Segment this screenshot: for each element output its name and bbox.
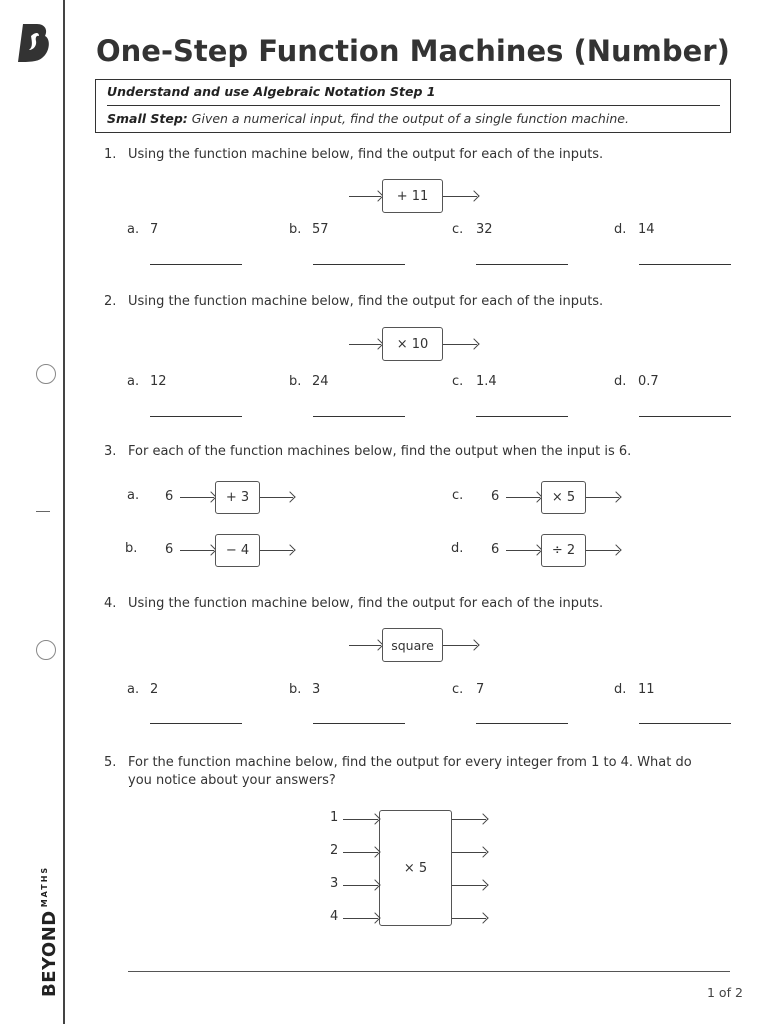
beyond-logo-icon — [15, 22, 51, 64]
info-divider — [107, 105, 720, 106]
q3b-machine: − 4 — [215, 534, 260, 567]
q5-input-1: 1 — [330, 810, 339, 825]
q4b-value: 3 — [312, 682, 321, 697]
q5-output-arrow-1 — [452, 819, 486, 820]
q4c-label: c. — [452, 682, 464, 697]
q4-text: Using the function machine below, find the output for each of the inputs. — [128, 596, 604, 611]
q1-input-arrow — [349, 196, 381, 197]
q3d-machine: ÷ 2 — [541, 534, 586, 567]
q3c-machine: × 5 — [541, 481, 586, 514]
q1a-value: 7 — [150, 222, 159, 237]
q2-number: 2. — [104, 294, 117, 309]
q1c-answer-line[interactable] — [476, 264, 568, 265]
q3a-machine: + 3 — [215, 481, 260, 514]
q3-text: For each of the function machines below, find the output when the input is 6. — [128, 444, 632, 459]
q4c-answer-line[interactable] — [476, 723, 568, 724]
q3b-input: 6 — [165, 542, 174, 557]
q4-input-arrow — [349, 645, 381, 646]
q4a-value: 2 — [150, 682, 159, 697]
q1-number: 1. — [104, 147, 117, 162]
q1b-answer-line[interactable] — [313, 264, 405, 265]
q3a-input: 6 — [165, 489, 174, 504]
q1b-value: 57 — [312, 222, 329, 237]
q1d-value: 14 — [638, 222, 655, 237]
fold-mark — [36, 511, 50, 512]
q3a-input-arrow — [180, 497, 214, 498]
small-step-label: Small Step: — [107, 111, 188, 126]
q2d-label: d. — [614, 374, 627, 389]
q1-output-arrow — [443, 196, 477, 197]
q5-input-arrow-3 — [343, 885, 378, 886]
q3d-input: 6 — [491, 542, 500, 557]
q3a-label: a. — [127, 488, 140, 503]
q5-output-arrow-4 — [452, 918, 486, 919]
q2b-value: 24 — [312, 374, 329, 389]
q5-input-arrow-1 — [343, 819, 378, 820]
q1b-label: b. — [289, 222, 302, 237]
q4a-label: a. — [127, 682, 140, 697]
q4d-label: d. — [614, 682, 627, 697]
q4d-answer-line[interactable] — [639, 723, 731, 724]
margin-line — [63, 0, 65, 1024]
page-title: One-Step Function Machines (Number) — [96, 34, 730, 68]
q2c-value: 1.4 — [476, 374, 497, 389]
q1a-answer-line[interactable] — [150, 264, 242, 265]
q1d-answer-line[interactable] — [639, 264, 731, 265]
q2c-label: c. — [452, 374, 464, 389]
q3a-output-arrow — [260, 497, 293, 498]
q2d-answer-line[interactable] — [639, 416, 731, 417]
q3d-output-arrow — [586, 550, 619, 551]
q5-machine: × 5 — [379, 810, 452, 926]
q1d-label: d. — [614, 222, 627, 237]
q3d-label: d. — [451, 541, 464, 556]
q2-text: Using the function machine below, find the output for each of the inputs. — [128, 294, 604, 309]
q4c-value: 7 — [476, 682, 485, 697]
q5-input-4: 4 — [330, 909, 339, 924]
q1-text: Using the function machine below, find the output for each of the inputs. — [128, 147, 604, 162]
brand-sub: MATHS — [40, 865, 49, 908]
q3c-input: 6 — [491, 489, 500, 504]
q2-output-arrow — [443, 344, 477, 345]
q2c-answer-line[interactable] — [476, 416, 568, 417]
q4-number: 4. — [104, 596, 117, 611]
punch-hole-top — [36, 364, 56, 384]
q2a-label: a. — [127, 374, 140, 389]
q2d-value: 0.7 — [638, 374, 659, 389]
q4a-answer-line[interactable] — [150, 723, 242, 724]
q2-machine: × 10 — [382, 327, 443, 361]
page-number: 1 of 2 — [707, 985, 743, 1000]
q1c-value: 32 — [476, 222, 493, 237]
q2b-answer-line[interactable] — [313, 416, 405, 417]
q4-output-arrow — [443, 645, 477, 646]
q5-text-line1: For the function machine below, find the output for every integer from 1 to 4. What do — [128, 755, 692, 770]
brand-name: BEYOND — [39, 910, 60, 997]
step-heading: Understand and use Algebraic Notation Step 1 — [107, 84, 436, 99]
q3b-output-arrow — [260, 550, 293, 551]
q4-machine: square — [382, 628, 443, 662]
q5-text-line2: you notice about your answers? — [128, 773, 336, 788]
q2b-label: b. — [289, 374, 302, 389]
punch-hole-bottom — [36, 640, 56, 660]
q4b-answer-line[interactable] — [313, 723, 405, 724]
q3-number: 3. — [104, 444, 117, 459]
q5-input-2: 2 — [330, 843, 339, 858]
small-step-text: Given a numerical input, find the output of a single function machine. — [191, 111, 629, 126]
q2-input-arrow — [349, 344, 381, 345]
q4b-label: b. — [289, 682, 302, 697]
q1c-label: c. — [452, 222, 464, 237]
q3c-label: c. — [452, 488, 464, 503]
q5-input-3: 3 — [330, 876, 339, 891]
footer-divider — [128, 971, 730, 972]
q1-machine: + 11 — [382, 179, 443, 213]
q3c-input-arrow — [506, 497, 540, 498]
q3c-output-arrow — [586, 497, 619, 498]
small-step — [107, 111, 629, 126]
q3d-input-arrow — [506, 550, 540, 551]
q5-number: 5. — [104, 755, 117, 770]
q5-input-arrow-2 — [343, 852, 378, 853]
q5-output-arrow-3 — [452, 885, 486, 886]
q1a-label: a. — [127, 222, 140, 237]
step-info-box — [95, 79, 731, 133]
q2a-answer-line[interactable] — [150, 416, 242, 417]
q3b-label: b. — [125, 541, 138, 556]
q5-input-arrow-4 — [343, 918, 378, 919]
q2a-value: 12 — [150, 374, 167, 389]
q4d-value: 11 — [638, 682, 655, 697]
q3b-input-arrow — [180, 550, 214, 551]
brand-vertical — [39, 865, 63, 997]
q5-output-arrow-2 — [452, 852, 486, 853]
